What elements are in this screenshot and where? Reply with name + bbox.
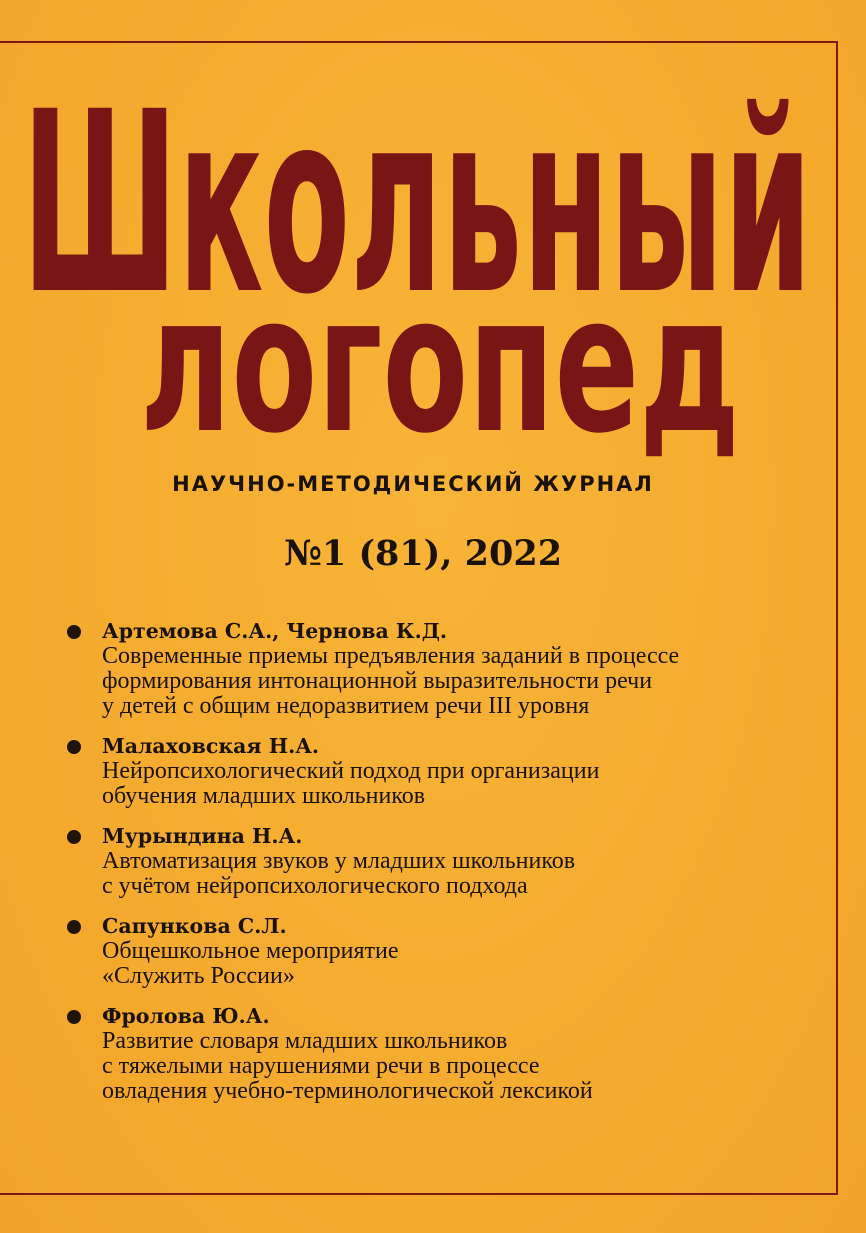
article-author: Артемова С.А., Чернова К.Д. [102, 619, 448, 643]
article-title-line: формирования интонационной выразительности речи [102, 668, 653, 694]
bullet-icon [67, 625, 81, 639]
journal-subtitle: НАУЧНО-МЕТОДИЧЕСКИЙ ЖУРНАЛ [172, 472, 654, 496]
article-title [102, 1029, 804, 1104]
article-title [102, 644, 804, 719]
article-title-line: Нейропсихологический подход при организации [102, 758, 600, 784]
table-of-contents [64, 618, 804, 1118]
article-title-line: «Служить России» [102, 963, 295, 989]
article-title-line: у детей с общим недоразвитием речи III уровня [102, 693, 590, 719]
article-title [102, 939, 804, 989]
article-title-line: обучения младших школьников [102, 783, 426, 809]
issue-number: №1 (81), 2022 [283, 533, 563, 574]
article-author: Фролова Ю.А. [102, 1004, 270, 1028]
article-title-line: с тяжелыми нарушениями речи в процессе [102, 1053, 540, 1079]
bullet-icon [67, 1010, 81, 1024]
article-title-line: Общешкольное мероприятие [102, 938, 399, 964]
article-title [102, 759, 804, 809]
article-title [102, 849, 804, 899]
article-title-line: с учётом нейропсихологического подхода [102, 873, 528, 899]
toc-entry [64, 1003, 804, 1104]
toc-entry [64, 913, 804, 989]
bullet-icon [67, 740, 81, 754]
article-title-line: Современные приемы предъявления заданий в процессе [102, 643, 680, 669]
article-author: Малаховская Н.А. [102, 734, 320, 758]
article-title-line: Развитие словаря младших школьников [102, 1028, 508, 1054]
article-title-line: Автоматизация звуков у младших школьников [102, 848, 576, 874]
toc-entry [64, 823, 804, 899]
article-author: Мурындина Н.А. [102, 824, 303, 848]
toc-entry [64, 733, 804, 809]
article-title-line: овладения учебно-терминологической лексикой [102, 1078, 593, 1104]
toc-entry [64, 618, 804, 719]
bullet-icon [67, 830, 81, 844]
title-line-1: Школьный [22, 58, 812, 349]
journal-title-logo [0, 0, 866, 460]
title-line-2: логопед [140, 254, 740, 460]
bullet-icon [67, 920, 81, 934]
article-author: Сапункова С.Л. [102, 914, 287, 938]
